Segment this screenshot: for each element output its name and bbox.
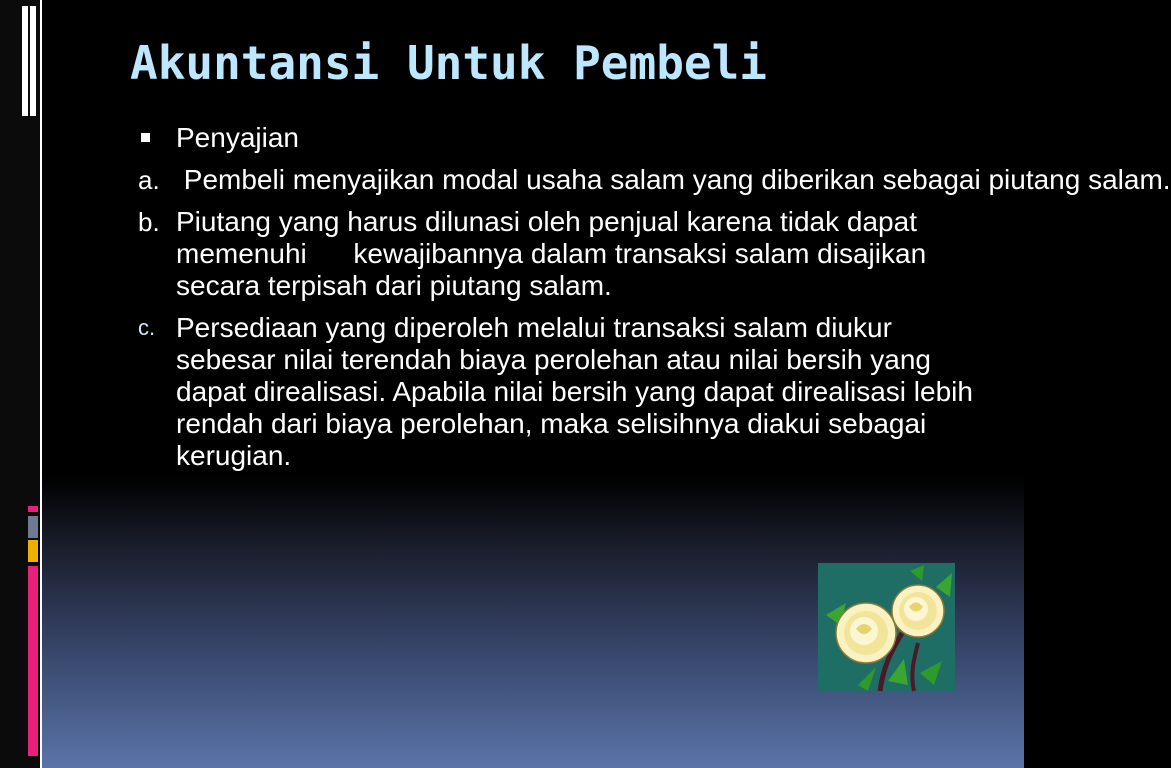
list-marker: b. [138,207,160,237]
list-marker: a. [138,165,160,195]
heading-bullet-text: Penyajian [176,122,299,153]
list-item-b [138,206,998,302]
stripe-yellow [28,540,38,562]
left-decorative-strip [0,0,40,768]
heading-bullet [138,122,998,154]
list-marker: c. [138,315,156,340]
stripe-pink [28,566,38,756]
slide-body [138,122,1171,482]
list-item-text: Piutang yang harus dilunasi oleh penjual karena tidak dapat memenuhi kewajibannya dalam transaksi salam disajikan secara terpisah dari piutang salam. [176,206,934,301]
square-bullet-icon [141,133,150,142]
list-item-c [138,312,998,472]
list-item-text: Persediaan yang diperoleh melalui transaksi salam diukur sebesar nilai terendah biaya perolehan atau nilai bersih yang dapat direalisasi. Apabila nilai bersih yang dapat direalisasi lebih rendah dari biaya perolehan, maka selisihnya diakui sebagai kerugian. [176,312,973,471]
roses-icon [818,563,955,692]
white-roses-clipart [818,563,955,692]
stripe-white [30,6,36,116]
stripe-white [22,6,28,116]
slide-title: Akuntansi Untuk Pembeli [130,36,767,90]
stripe-grey [28,516,38,538]
list-item-text: Pembeli menyajikan modal usaha salam yang diberikan sebagai piutang salam. [176,164,1171,195]
list-item-a [138,164,1171,196]
stripe-pink [28,506,38,512]
strip-divider [40,0,42,768]
